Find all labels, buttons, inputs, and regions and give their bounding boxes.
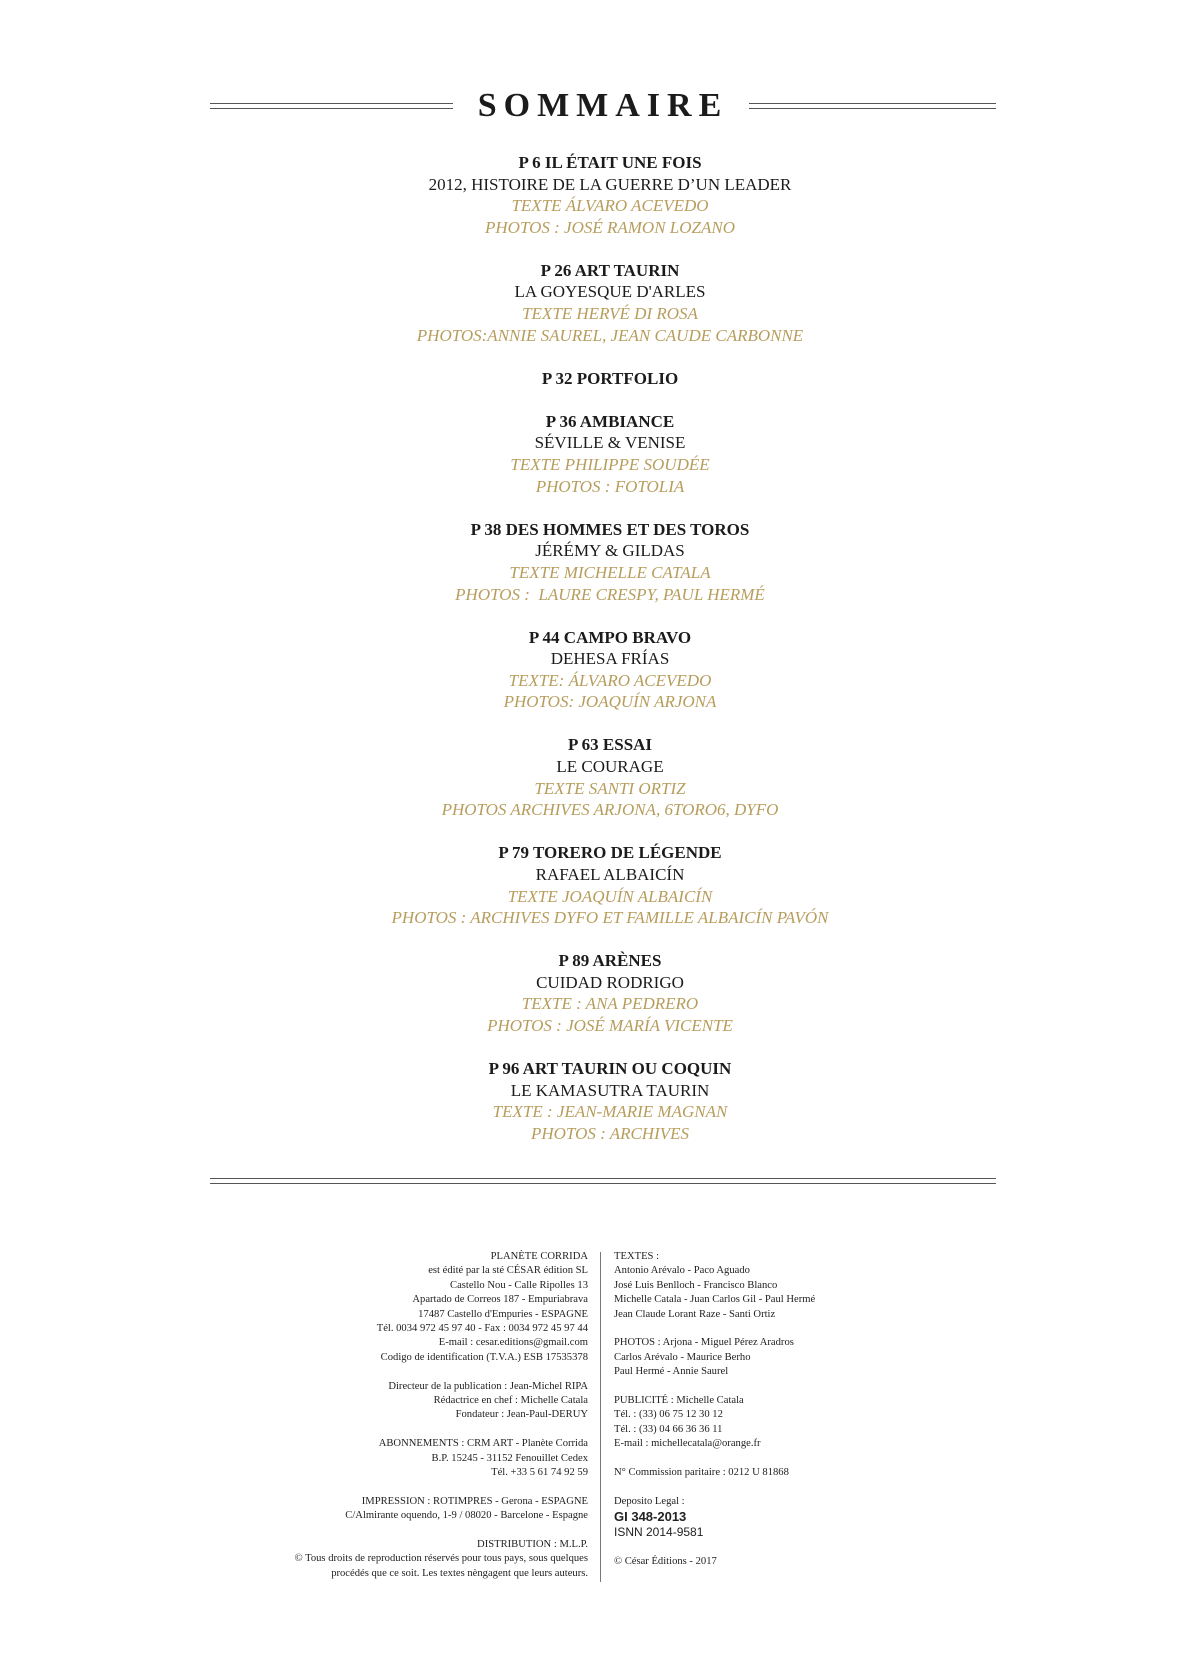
toc-entry-text-credit: TEXTE SANTI ORTIZ [534,778,686,798]
colophon-line: Codigo de identification (T.V.A.) ESB 17535378 [380,1351,588,1363]
toc-entry-photo-credit: PHOTOS : ARCHIVES [530,1123,690,1143]
colophon-line: Rédactrice en chef : Michelle Catala [433,1395,588,1407]
colophon-line: Carlos Arévalo - Maurice Berho [614,1351,751,1363]
page-header [210,86,996,126]
colophon-line: B.P. 15245 - 31152 Fenouillet Cedex [431,1452,588,1464]
colophon-publisher-column [295,1250,588,1581]
colophon-line: Michelle Catala - Juan Carlos Gil - Paul Hermé [614,1294,816,1306]
toc-entry [0,260,1200,346]
header-rule-right [749,103,996,109]
toc-entry-text-credit: TEXTE : ANA PEDRERO [521,994,699,1014]
colophon-printing-block [295,1495,588,1524]
colophon-line: Tél. +33 5 61 74 92 59 [491,1467,588,1479]
colophon-line: Directeur de la publication : Jean-Michel RIPA [388,1380,588,1392]
toc-entry-photo-credit: PHOTOS : JOSÉ RAMON LOZANO [485,217,735,237]
colophon-photos-block [614,1336,815,1379]
toc-entry-subtitle: LE KAMASUTRA TAURIN [510,1080,710,1100]
toc-entry-text-credit: TEXTE MICHELLE CATALA [509,562,711,582]
colophon-subscriptions-block [295,1437,588,1480]
toc-entry-photo-credit: PHOTOS : JOSÉ MARÍA VICENTE [487,1016,733,1035]
colophon-line: © Tous droits de reproduction réservés pour tous pays, sous quelques [294,1553,588,1565]
toc-entry-text-credit: TEXTE: ÁLVARO ACEVEDO [508,670,712,690]
colophon-divider [600,1252,601,1582]
colophon-line: IMPRESSION : ROTIMPRES - Gerona - ESPAGNE [361,1495,588,1507]
toc-entry-subtitle: 2012, HISTOIRE DE LA GUERRE D’UN LEADER [428,174,792,194]
table-of-contents [0,152,1200,1166]
colophon-advertising-block [614,1394,815,1452]
toc-entry-heading: P 79 TORERO DE LÉGENDE [498,843,722,863]
colophon-line: Paul Hermé - Annie Saurel [614,1366,729,1378]
toc-bottom-rule [210,1178,996,1184]
colophon-line: Apartado de Correos 187 - Empuriabrava [412,1294,588,1306]
colophon-line: PUBLICITÉ : Michelle Catala [614,1395,744,1407]
colophon-line: Tél. 0034 972 45 97 40 - Fax : 0034 972 45 97 44 [376,1323,588,1335]
colophon-line: Castello Nou - Calle Ripolles 13 [450,1279,588,1291]
colophon-line: José Luis Benlloch - Francisco Blanco [614,1279,778,1291]
colophon-direction-block [295,1380,588,1423]
toc-entry-subtitle: LA GOYESQUE D'ARLES [514,282,706,302]
toc-entry-subtitle: LE COURAGE [556,757,664,777]
toc-entry-heading: P 44 CAMPO BRAVO [528,627,692,647]
colophon-issn: ISNN 2014-9581 [614,1525,704,1540]
toc-entry-subtitle: SÉVILLE & VENISE [534,433,686,453]
colophon-line: 17487 Castello d'Empuries - ESPAGNE [418,1308,588,1320]
colophon-publisher-block [295,1250,588,1365]
colophon-line: DISTRIBUTION : M.L.P. [477,1539,588,1551]
toc-entry-heading: P 63 ESSAI [567,735,653,755]
toc-entry [0,411,1200,497]
toc-entry-text-credit: TEXTE : JEAN-MARIE MAGNAN [492,1102,728,1122]
toc-entry [0,368,1200,390]
toc-entry-photo-credit: PHOTOS : FOTOLIA [535,476,685,496]
toc-entry-photo-credit: PHOTOS ARCHIVES ARJONA, 6TORO6, DYFO [441,800,779,820]
colophon-texts-block [614,1250,815,1322]
toc-entry-text-credit: TEXTE HERVÉ DI ROSA [522,304,698,324]
toc-entry-heading: P 38 DES HOMMES ET DES TOROS [470,519,750,539]
toc-entry-heading: P 6 IL ÉTAIT UNE FOIS [518,153,702,172]
toc-entry [0,627,1200,713]
colophon-line: TEXTES : [614,1251,660,1262]
colophon-commission: N° Commission paritaire : 0212 U 81868 [614,1467,789,1479]
toc-entry-photo-credit: PHOTOS : ARCHIVES DYFO ET FAMILLE ALBAICÍN PAVÓN [391,908,829,928]
toc-entry-subtitle: RAFAEL ALBAICÍN [535,864,685,884]
toc-entry [0,734,1200,820]
colophon-line: PHOTOS : Arjona - Miguel Pérez Aradros [614,1337,794,1349]
colophon-credits-column [614,1250,815,1569]
toc-entry-heading: P 32 PORTFOLIO [541,368,679,388]
toc-entry-text-credit: TEXTE ÁLVARO ACEVEDO [511,196,709,216]
colophon-line: Jean Claude Lorant Raze - Santi Ortiz [614,1308,776,1320]
colophon-line: E-mail : cesar.editions@gmail.com [438,1337,588,1349]
toc-entry-heading: P 36 AMBIANCE [545,411,675,431]
toc-entry-heading: P 89 ARÈNES [558,951,662,971]
toc-entry-subtitle: CUIDAD RODRIGO [536,972,684,992]
colophon-line: Antonio Arévalo - Paco Aguado [614,1265,750,1277]
toc-entry [0,519,1200,605]
toc-entry-photo-credit: PHOTOS : LAURE CRESPY, PAUL HERMÉ [455,584,765,604]
colophon-line: C/Almirante oquendo, 1-9 / 08020 - Barcelone - Espagne [345,1510,588,1522]
toc-entry [0,950,1200,1036]
colophon-line: Fondateur : Jean-Paul-DERUY [455,1409,588,1421]
colophon-line: E-mail : michellecatala@orange.fr [614,1438,761,1450]
colophon-line: PLANÈTE CORRIDA [490,1251,588,1262]
colophon-line: est édité par la sté CÉSAR édition SL [428,1265,588,1277]
toc-entry-subtitle: DEHESA FRÍAS [550,649,670,669]
colophon-deposito-value: GI 348-2013 [614,1509,687,1525]
colophon-copyright: © César Éditions - 2017 [614,1555,717,1567]
toc-entry [0,152,1200,238]
colophon-line: Tél. : (33) 04 66 36 36 11 [614,1423,723,1435]
colophon-line: procédés que ce soit. Les textes nèngagent que leurs auteurs. [331,1567,588,1579]
toc-entry [0,842,1200,928]
toc-entry [0,1058,1200,1144]
toc-entry-photo-credit: PHOTOS:ANNIE SAUREL, JEAN CAUDE CARBONNE [416,325,804,345]
toc-entry-photo-credit: PHOTOS: JOAQUÍN ARJONA [503,692,717,712]
colophon-deposito-label: Deposito Legal : [614,1495,685,1507]
page-title: SOMMAIRE [477,87,729,124]
toc-entry-text-credit: TEXTE PHILIPPE SOUDÉE [510,455,710,475]
toc-entry-heading: P 26 ART TAURIN [540,260,680,280]
colophon-line: ABONNEMENTS : CRM ART - Planète Corrida [378,1438,588,1450]
colophon-distribution-block [295,1538,588,1581]
toc-entry-subtitle: JÉRÉMY & GILDAS [535,541,685,561]
toc-entry-text-credit: TEXTE JOAQUÍN ALBAICÍN [507,886,713,906]
colophon-line: Tél. : (33) 06 75 12 30 12 [614,1409,723,1421]
toc-entry-heading: P 96 ART TAURIN OU COQUIN [488,1059,732,1079]
